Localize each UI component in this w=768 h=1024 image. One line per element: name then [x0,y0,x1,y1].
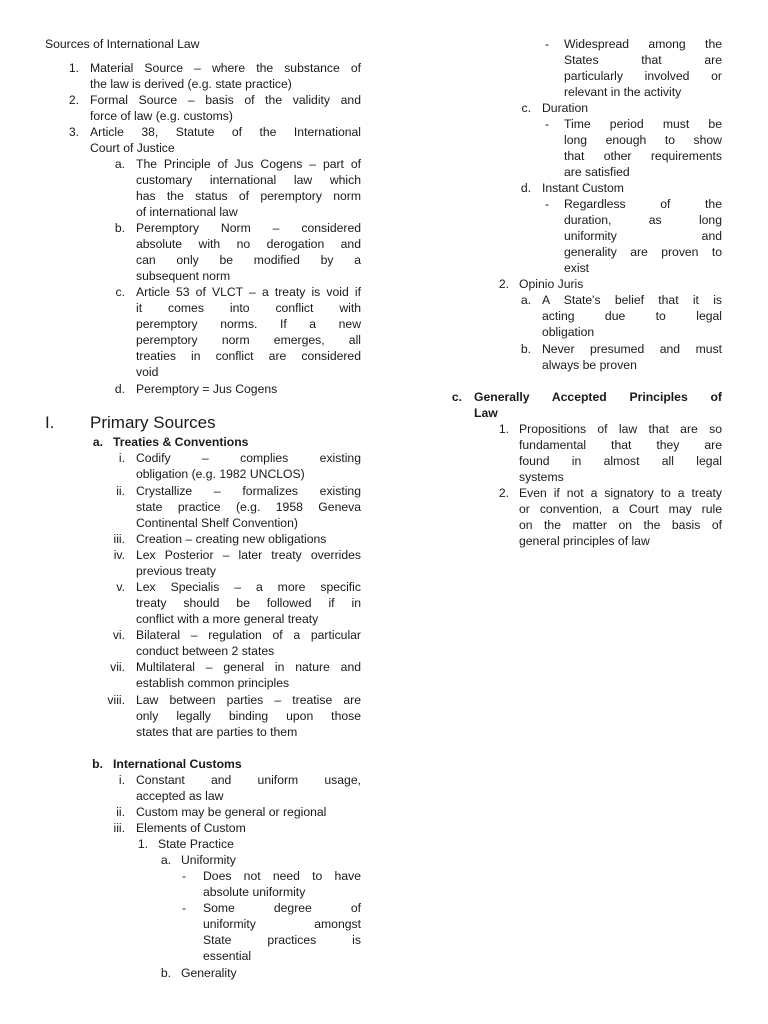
list-item-text: Uniformity [181,853,236,867]
list-item-text: Continental Shelf Convention) [136,516,298,530]
list-item-text: State Practice [158,837,234,851]
list-marker: vi. [112,628,125,642]
list-item-text: force of law (e.g. customs) [90,109,233,123]
list-item-text: the law is derived (e.g. state practice) [90,77,292,91]
list-item-text: Generality [181,966,237,980]
list-item-text: previous treaty [136,564,216,578]
list-item-text: absolute with no derogation and [136,237,361,251]
list-item-text: duration, as long [564,213,722,227]
list-item-text: Elements of Custom [136,821,246,835]
section-heading: Primary Sources [90,413,216,432]
list-item-text: states that are parties to them [136,725,298,739]
list-marker: c. [521,101,531,115]
list-marker: ii. [116,484,125,498]
list-item-text: conduct between 2 states [136,644,275,658]
list-item-text: Bilateral – regulation of a particular [136,628,361,642]
list-marker: i. [118,451,125,465]
list-marker: viii. [107,693,125,707]
subsection-heading: International Customs [113,757,242,771]
list-item-text: state practice (e.g. 1958 Geneva [136,500,361,514]
list-item-text: particularly involved or [564,69,722,83]
subsection-heading: Generally Accepted Principles of [474,390,722,404]
list-item-text: always be proven [542,358,637,372]
list-item-text: Constant and uniform usage, [136,773,361,787]
list-marker: c. [115,285,125,299]
list-item-text: Multilateral – general in nature and [136,660,361,674]
list-item-text: treaties in conflict are considered [136,349,361,363]
list-item-text: Time period must be [564,117,722,131]
list-item-text: accepted as law [136,789,224,803]
list-marker: - [181,869,186,883]
list-marker: b. [114,221,125,235]
list-marker: 2. [498,486,509,500]
list-marker: b. [92,757,103,771]
list-item-text: has the status of peremptory norm [136,189,361,203]
list-item-text: Regardless of the [564,197,722,211]
list-item-text: relevant in the activity [564,85,682,99]
list-marker: 1. [137,837,148,851]
list-item-text: subsequent norm [136,269,231,283]
list-item-text: that other requirements [564,149,722,163]
list-marker: b. [520,342,531,356]
list-item-text: The Principle of Jus Cogens – part of [136,157,361,171]
list-item-text: Law between parties – treatise are [136,693,361,707]
list-item-text: can only be modified by a [136,253,361,267]
list-marker: d. [520,181,531,195]
list-marker: 3. [68,125,79,139]
list-marker: iii. [113,532,125,546]
list-item-text: Instant Custom [542,181,624,195]
list-item-text: Creation – creating new obligations [136,532,327,546]
list-marker: d. [114,382,125,396]
subsection-heading: Treaties & Conventions [113,435,249,449]
list-marker: - [544,37,549,51]
list-item-text: fundamental that they are [519,438,722,452]
list-item-text: on the matter on the basis of [519,518,722,532]
list-item-text: establish common principles [136,676,290,690]
list-item-text: Widespread among the [564,37,722,51]
list-item-text: uniformity amongst [203,917,361,931]
list-item-text: generality are proven to [564,245,722,259]
list-item-text: essential [203,949,252,963]
list-marker: 1. [68,61,79,75]
list-item-text: void [136,365,159,379]
list-item-text: Codify – complies existing [136,451,361,465]
list-marker: v. [116,580,125,594]
list-item-text: conflict with a more general treaty [136,612,319,626]
list-item-text: found in almost all legal [519,454,722,468]
list-marker: c. [451,390,462,404]
list-item-text: obligation (e.g. 1982 UNCLOS) [136,467,305,481]
list-marker: - [181,901,186,915]
list-marker: 2. [498,277,509,291]
list-item-text: Some degree of [203,901,361,915]
list-item-text: absolute uniformity [203,885,306,899]
list-marker: iii. [113,821,125,835]
section-numeral: I. [45,413,55,432]
list-item-text: Material Source – where the substance of [90,61,361,75]
list-marker: ii. [116,805,125,819]
list-item-text: treaty should be followed if in [136,596,361,610]
list-marker: - [544,197,549,211]
list-item-text: uniformity and [564,229,722,243]
list-item-text: Does not need to have [203,869,361,883]
list-item-text: Lex Posterior – later treaty overrides [136,548,361,562]
list-marker: vii. [110,660,125,674]
list-item-text: general principles of law [519,534,650,548]
list-item-text: Article 38, Statute of the International [90,125,361,139]
list-marker: a. [114,157,125,171]
list-item-text: Propositions of law that are so [519,422,722,436]
list-marker: 1. [498,422,509,436]
list-item-text: Custom may be general or regional [136,805,327,819]
list-item-text: State practices is [203,933,361,947]
list-marker: 2. [68,93,79,107]
subsection-heading: Law [474,406,498,420]
list-item-text: States that are [564,53,722,67]
list-item-text: peremptory norms. If a new [136,317,361,331]
list-item-text: Duration [542,101,589,115]
list-item-text: only legally binding upon those [136,709,361,723]
document-title: Sources of International Law [45,37,200,51]
list-marker: i. [118,773,125,787]
list-item-text: Formal Source – basis of the validity and [90,93,361,107]
list-item-text: systems [519,470,564,484]
list-item-text: Even if not a signatory to a treaty [519,486,722,500]
list-marker: b. [160,966,171,980]
list-item-text: acting due to legal [542,309,722,323]
list-item-text: A State's belief that it is [542,293,722,307]
list-item-text: Article 53 of VLCT – a treaty is void if [136,285,361,299]
list-marker: a. [520,293,531,307]
list-item-text: exist [564,261,590,275]
list-item-text: Peremptory Norm – considered [136,221,361,235]
list-marker: a. [92,435,103,449]
list-item-text: of international law [136,205,238,219]
list-item-text: peremptory norm emerges, all [136,333,361,347]
list-item-text: obligation [542,325,595,339]
list-marker: iv. [113,548,125,562]
list-item-text: it comes into conflict with [136,301,361,315]
list-item-text: long enough to show [564,133,722,147]
list-item-text: or convention, a Court may rule [519,502,722,516]
list-item-text: Lex Specialis – a more specific [136,580,361,594]
list-item-text: Opinio Juris [519,277,584,291]
list-item-text: are satisfied [564,165,630,179]
list-item-text: Peremptory = Jus Cogens [136,382,278,396]
list-item-text: Never presumed and must [542,342,722,356]
list-marker: - [544,117,549,131]
list-item-text: Court of Justice [90,141,175,155]
list-marker: a. [160,853,171,867]
list-item-text: Crystallize – formalizes existing [136,484,361,498]
list-item-text: customary international law which [136,173,361,187]
